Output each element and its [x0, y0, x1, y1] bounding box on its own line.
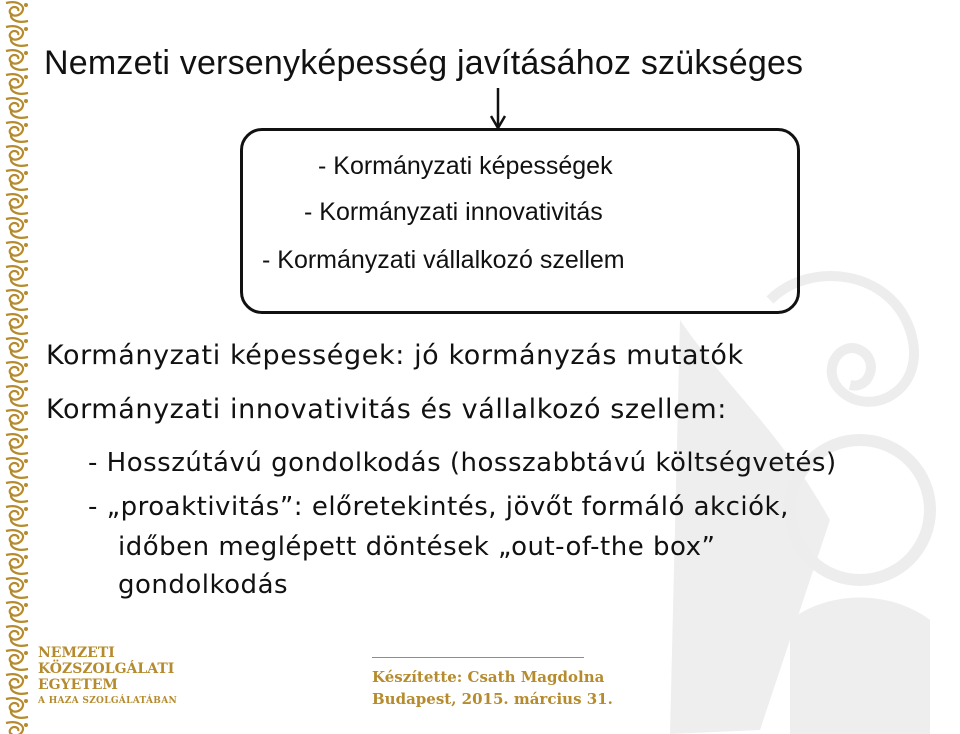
logo-line: KÖZSZOLGÁLATI	[38, 661, 175, 677]
bullet-continuation: gondolkodás	[118, 570, 289, 600]
down-arrow-icon	[490, 86, 512, 132]
paragraph-innovation: Kormányzati innovativitás és vállalkozó szellem:	[46, 394, 727, 425]
university-logo	[38, 645, 177, 709]
bullet-item: - „proaktivitás”: előretekintés, jövőt formáló akciók,	[88, 492, 789, 522]
box-item: - Kormányzati innovativitás	[304, 198, 603, 226]
logo-line: EGYETEM	[38, 677, 118, 693]
box-item: - Kormányzati vállalkozó szellem	[262, 246, 625, 274]
footer-author: Készítette: Csath Magdolna	[372, 668, 605, 686]
ornament-border	[0, 0, 34, 734]
footer-divider	[372, 657, 584, 658]
bullet-item: - Hosszútávú gondolkodás (hosszabbtávú költségvetés)	[88, 448, 837, 478]
logo-motto: A HAZA SZOLGÁLATÁBAN	[38, 696, 178, 706]
paragraph-governance: Kormányzati képességek: jó kormányzás mutatók	[46, 340, 744, 371]
bullet-continuation: időben meglépett döntések „out-of-the box”	[118, 532, 716, 562]
footer-date: Budapest, 2015. március 31.	[372, 690, 613, 708]
slide-title: Nemzeti versenyképesség javításához szükséges	[44, 44, 804, 82]
logo-line: NEMZETI	[38, 645, 115, 661]
box-item: - Kormányzati képességek	[318, 152, 613, 180]
